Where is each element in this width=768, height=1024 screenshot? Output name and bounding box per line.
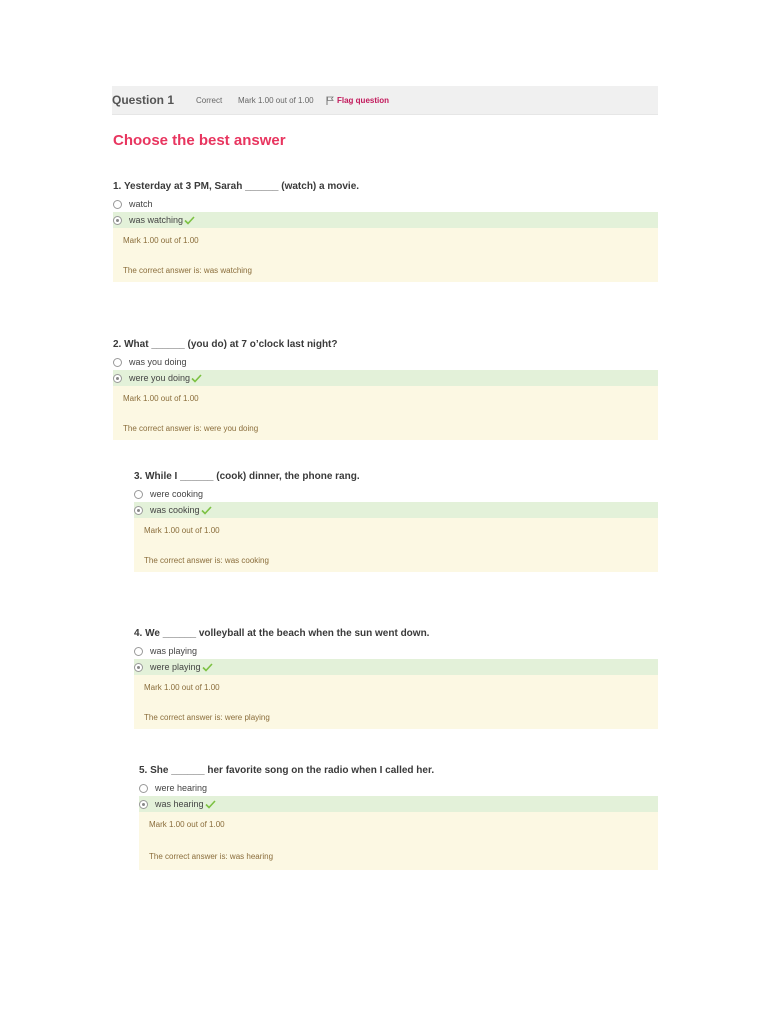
- check-icon: [201, 506, 212, 515]
- flag-question-label: Flag question: [337, 95, 389, 105]
- question-block: [134, 625, 658, 729]
- feedback-box: [139, 812, 658, 870]
- answer-label: was hearing: [155, 799, 204, 809]
- radio-icon[interactable]: [113, 200, 122, 209]
- question-block: [113, 336, 658, 440]
- page-title: Choose the best answer: [113, 132, 286, 149]
- answer-option[interactable]: [113, 354, 658, 370]
- feedback-box: [134, 675, 658, 729]
- question-text: 2. What ______ (you do) at 7 o’clock last night?: [113, 339, 338, 350]
- answer-label: were you doing: [129, 373, 191, 383]
- radio-icon[interactable]: [134, 506, 143, 515]
- answer-option-selected[interactable]: [134, 502, 658, 518]
- check-icon: [184, 216, 195, 225]
- question-number: Question 1: [112, 93, 175, 107]
- radio-icon[interactable]: [139, 800, 148, 809]
- answer-label: was playing: [150, 646, 198, 656]
- question-text: 4. We ______ volleyball at the beach when the sun went down.: [134, 628, 430, 639]
- feedback-mark: Mark 1.00 out of 1.00: [144, 683, 220, 692]
- feedback-mark: Mark 1.00 out of 1.00: [123, 394, 199, 403]
- question-state: Correct: [196, 95, 223, 105]
- correct-answer-text: The correct answer is: was watching: [123, 266, 252, 275]
- answer-label: watch: [129, 199, 153, 209]
- question-block: [134, 468, 658, 572]
- answer-label: were cooking: [150, 489, 204, 499]
- question-block: [113, 178, 658, 282]
- question-info-bar: [112, 86, 658, 115]
- answer-option-selected[interactable]: [113, 370, 658, 386]
- feedback-mark: Mark 1.00 out of 1.00: [123, 236, 199, 245]
- answer-option[interactable]: [113, 196, 658, 212]
- radio-icon[interactable]: [139, 784, 148, 793]
- answer-label: was watching: [129, 215, 184, 225]
- radio-icon[interactable]: [113, 216, 122, 225]
- answer-option-selected[interactable]: [139, 796, 658, 812]
- question-block: [139, 762, 658, 870]
- feedback-box: [113, 228, 658, 282]
- feedback-mark: Mark 1.00 out of 1.00: [149, 820, 225, 829]
- radio-icon[interactable]: [134, 663, 143, 672]
- feedback-box: [134, 518, 658, 572]
- answer-option[interactable]: [139, 780, 658, 796]
- feedback-mark: Mark 1.00 out of 1.00: [144, 526, 220, 535]
- answer-option-selected[interactable]: [113, 212, 658, 228]
- flag-icon: [326, 96, 334, 105]
- correct-answer-text: The correct answer is: were you doing: [123, 424, 259, 433]
- answer-option[interactable]: [134, 486, 658, 502]
- flag-question-link[interactable]: [326, 96, 389, 105]
- answer-label: was cooking: [150, 505, 200, 515]
- answer-label: were hearing: [155, 783, 208, 793]
- correct-answer-text: The correct answer is: were playing: [144, 713, 270, 722]
- radio-icon[interactable]: [113, 374, 122, 383]
- answer-option[interactable]: [134, 643, 658, 659]
- radio-icon[interactable]: [134, 490, 143, 499]
- correct-answer-text: The correct answer is: was hearing: [149, 852, 274, 861]
- question-text: 3. While I ______ (cook) dinner, the phone rang.: [134, 471, 360, 482]
- answer-label: were playing: [150, 662, 201, 672]
- answer-label: was you doing: [129, 357, 187, 367]
- check-icon: [205, 800, 216, 809]
- radio-icon[interactable]: [113, 358, 122, 367]
- feedback-box: [113, 386, 658, 440]
- question-text: 5. She ______ her favorite song on the radio when I called her.: [139, 765, 435, 776]
- question-text: 1. Yesterday at 3 PM, Sarah ______ (watch) a movie.: [113, 181, 360, 192]
- radio-icon[interactable]: [134, 647, 143, 656]
- question-grade: Mark 1.00 out of 1.00: [238, 95, 314, 105]
- check-icon: [191, 374, 202, 383]
- correct-answer-text: The correct answer is: was cooking: [144, 556, 269, 565]
- answer-option-selected[interactable]: [134, 659, 658, 675]
- check-icon: [202, 663, 213, 672]
